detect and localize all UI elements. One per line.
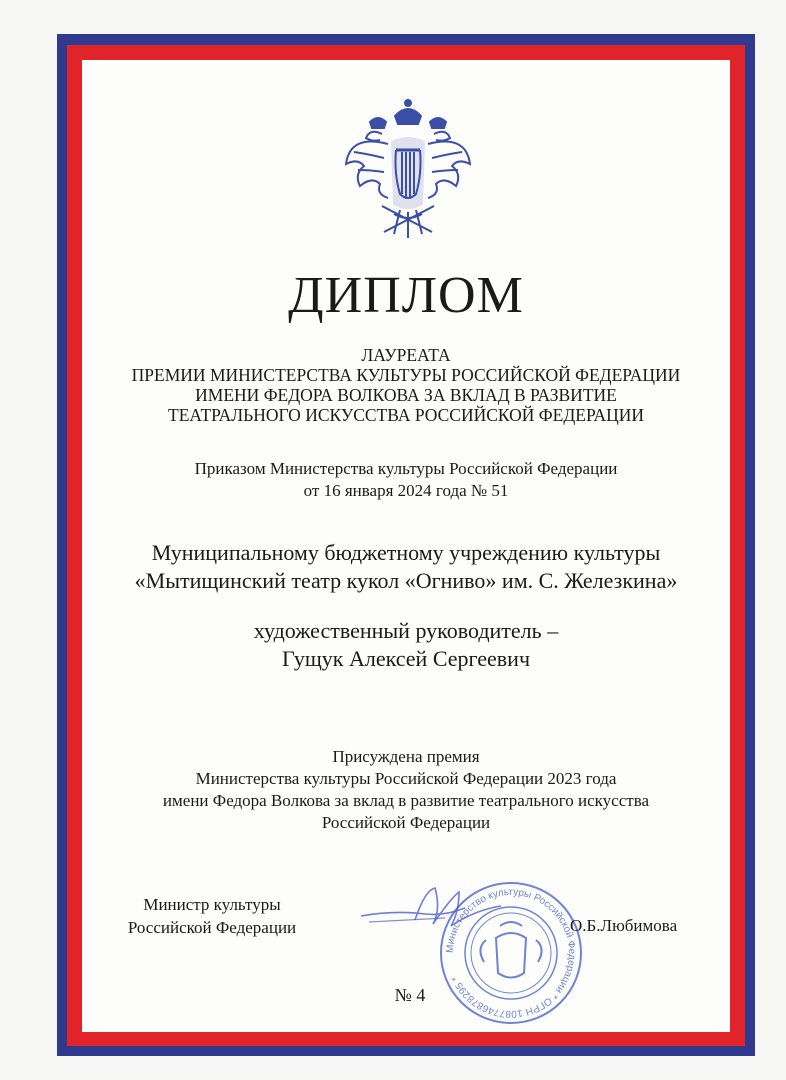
award-line: Присуждена премия: [332, 747, 480, 766]
double-headed-eagle-lyre-icon: [340, 94, 476, 244]
role-title: художественный руководитель –: [253, 618, 559, 643]
award-line: Министерства культуры Российской Федерации 2023 года: [195, 769, 617, 788]
diploma-title: ДИПЛОМ: [288, 267, 524, 324]
recipient-person-name: Гущук Алексей Сергеевич: [281, 646, 531, 671]
role-block: [82, 617, 730, 673]
award-line: Российской Федерации: [321, 813, 491, 832]
signatory-name: О.Б.Любимова: [570, 916, 678, 935]
recipient-line: «Мытищинский театр кукол «Огниво» им. С. Железкина»: [134, 568, 678, 593]
laureate-line: ПРЕМИИ МИНИСТЕРСТВА КУЛЬТУРЫ РОССИЙСКОЙ ФЕДЕРАЦИИ: [131, 365, 681, 385]
signatory-title-line: Российской Федерации: [127, 918, 297, 937]
order-line: Приказом Министерства культуры Российской Федерации: [194, 459, 618, 478]
recipient-line: Муниципальному бюджетному учреждению культуры: [151, 540, 661, 565]
laureate-line: ЛАУРЕАТА: [361, 345, 451, 365]
signatory-title: [112, 893, 312, 939]
seal-text: Министерство культуры Российской Федерации * ОГРН 1087746878295 *: [444, 886, 578, 1020]
handwritten-signature-icon: [355, 880, 505, 940]
laureate-line: ИМЕНИ ФЕДОРА ВОЛКОВА ЗА ВКЛАД В РАЗВИТИЕ: [195, 385, 617, 405]
order-block: [82, 458, 730, 502]
order-line: от 16 января 2024 года № 51: [303, 481, 509, 500]
laureate-line: ТЕАТРАЛЬНОГО ИСКУССТВА РОССИЙСКОЙ ФЕДЕРАЦИИ: [168, 405, 644, 425]
award-line: имени Федора Волкова за вклад в развитие театрального искусства: [162, 791, 650, 810]
signatory-title-line: Министр культуры: [143, 895, 281, 914]
recipient-block: [82, 539, 730, 595]
laureate-block: [82, 345, 730, 425]
award-block: [82, 746, 730, 834]
diploma-number: № 4: [394, 985, 426, 1005]
